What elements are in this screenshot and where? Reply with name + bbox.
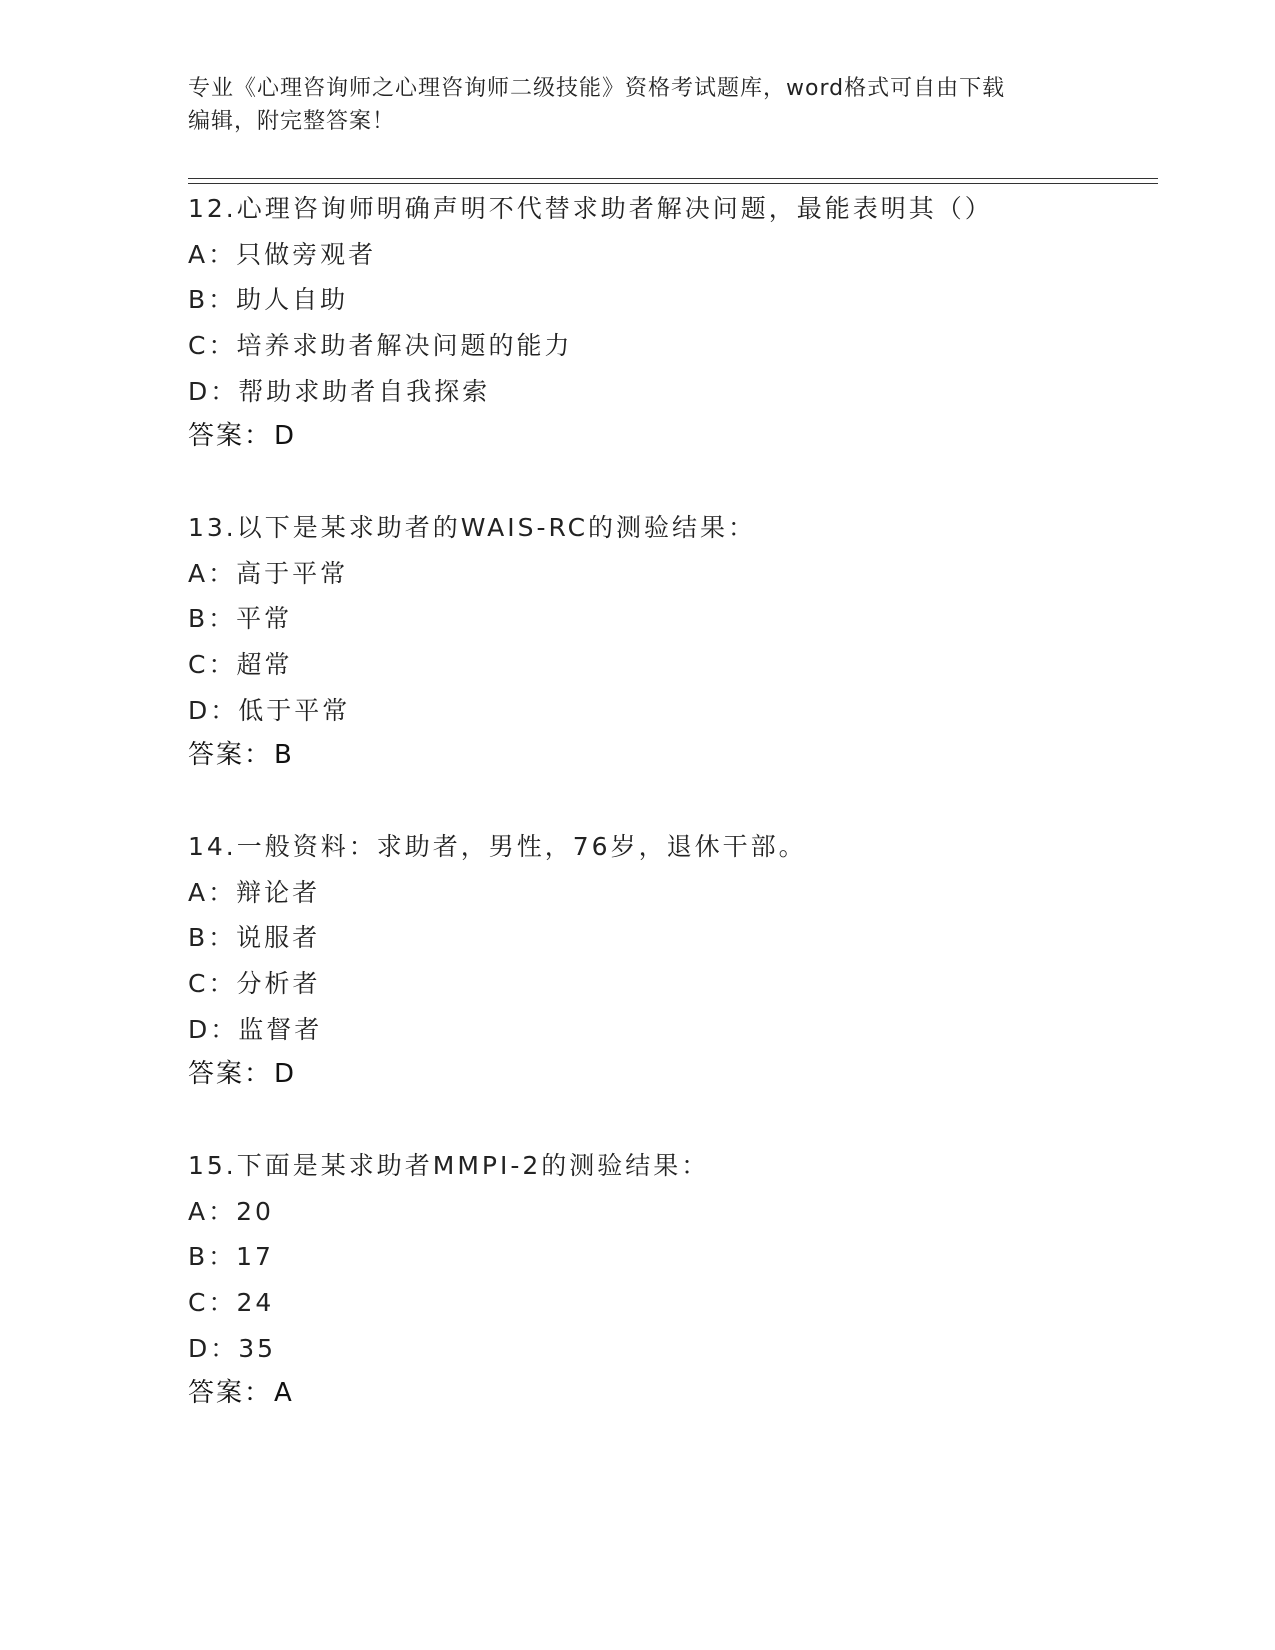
question-title: 14.一般资料：求助者，男性，76岁，退休干部。 [188,832,807,861]
answer-value: A [274,1378,292,1409]
option-b: B：17 [188,1242,274,1272]
option-c: C：24 [188,1288,275,1318]
header-line-2: 编辑，附完整答案！ [188,109,396,134]
answer-line [188,414,1138,460]
answer-line [188,1371,1138,1417]
option-d: D：低于平常 [188,695,351,725]
answer-value: D [274,421,295,452]
question-title: 13.以下是某求助者的WAIS-RC的测验结果： [188,513,757,542]
option-a: A：高于平常 [188,558,349,588]
question-12 [188,186,1138,460]
option-b: B：平常 [188,604,293,634]
option-d: D：35 [188,1333,277,1363]
answer-label: 答案： [188,740,273,771]
option-b: B：助人自助 [188,285,349,315]
document-header [188,72,1088,138]
option-c: C：分析者 [188,969,321,999]
option-d: D：监督者 [188,1014,323,1044]
answer-value: D [274,1059,295,1090]
answer-label: 答案： [188,1059,273,1090]
option-a: A：20 [188,1196,274,1226]
header-divider-bottom [188,183,1158,184]
question-15 [188,1143,1138,1417]
answer-value: B [274,740,292,771]
option-c: C：超常 [188,650,293,680]
question-14 [188,824,1138,1098]
question-title: 12.心理咨询师明确声明不代替求助者解决问题，最能表明其（） [188,194,993,223]
header-line-1: 专业《心理咨询师之心理咨询师二级技能》资格考试题库，word格式可自由下载 [188,76,1006,101]
option-a: A：只做旁观者 [188,239,377,269]
question-13 [188,505,1138,779]
answer-line [188,733,1138,779]
option-b: B：说服者 [188,923,321,953]
option-a: A：辩论者 [188,877,321,907]
header-divider-top [188,178,1158,179]
option-c: C：培养求助者解决问题的能力 [188,331,573,361]
answer-label: 答案： [188,421,273,452]
answer-label: 答案： [188,1378,273,1409]
question-title: 15.下面是某求助者MMPI-2的测验结果： [188,1151,710,1180]
answer-line [188,1052,1138,1098]
option-d: D：帮助求助者自我探索 [188,376,491,406]
